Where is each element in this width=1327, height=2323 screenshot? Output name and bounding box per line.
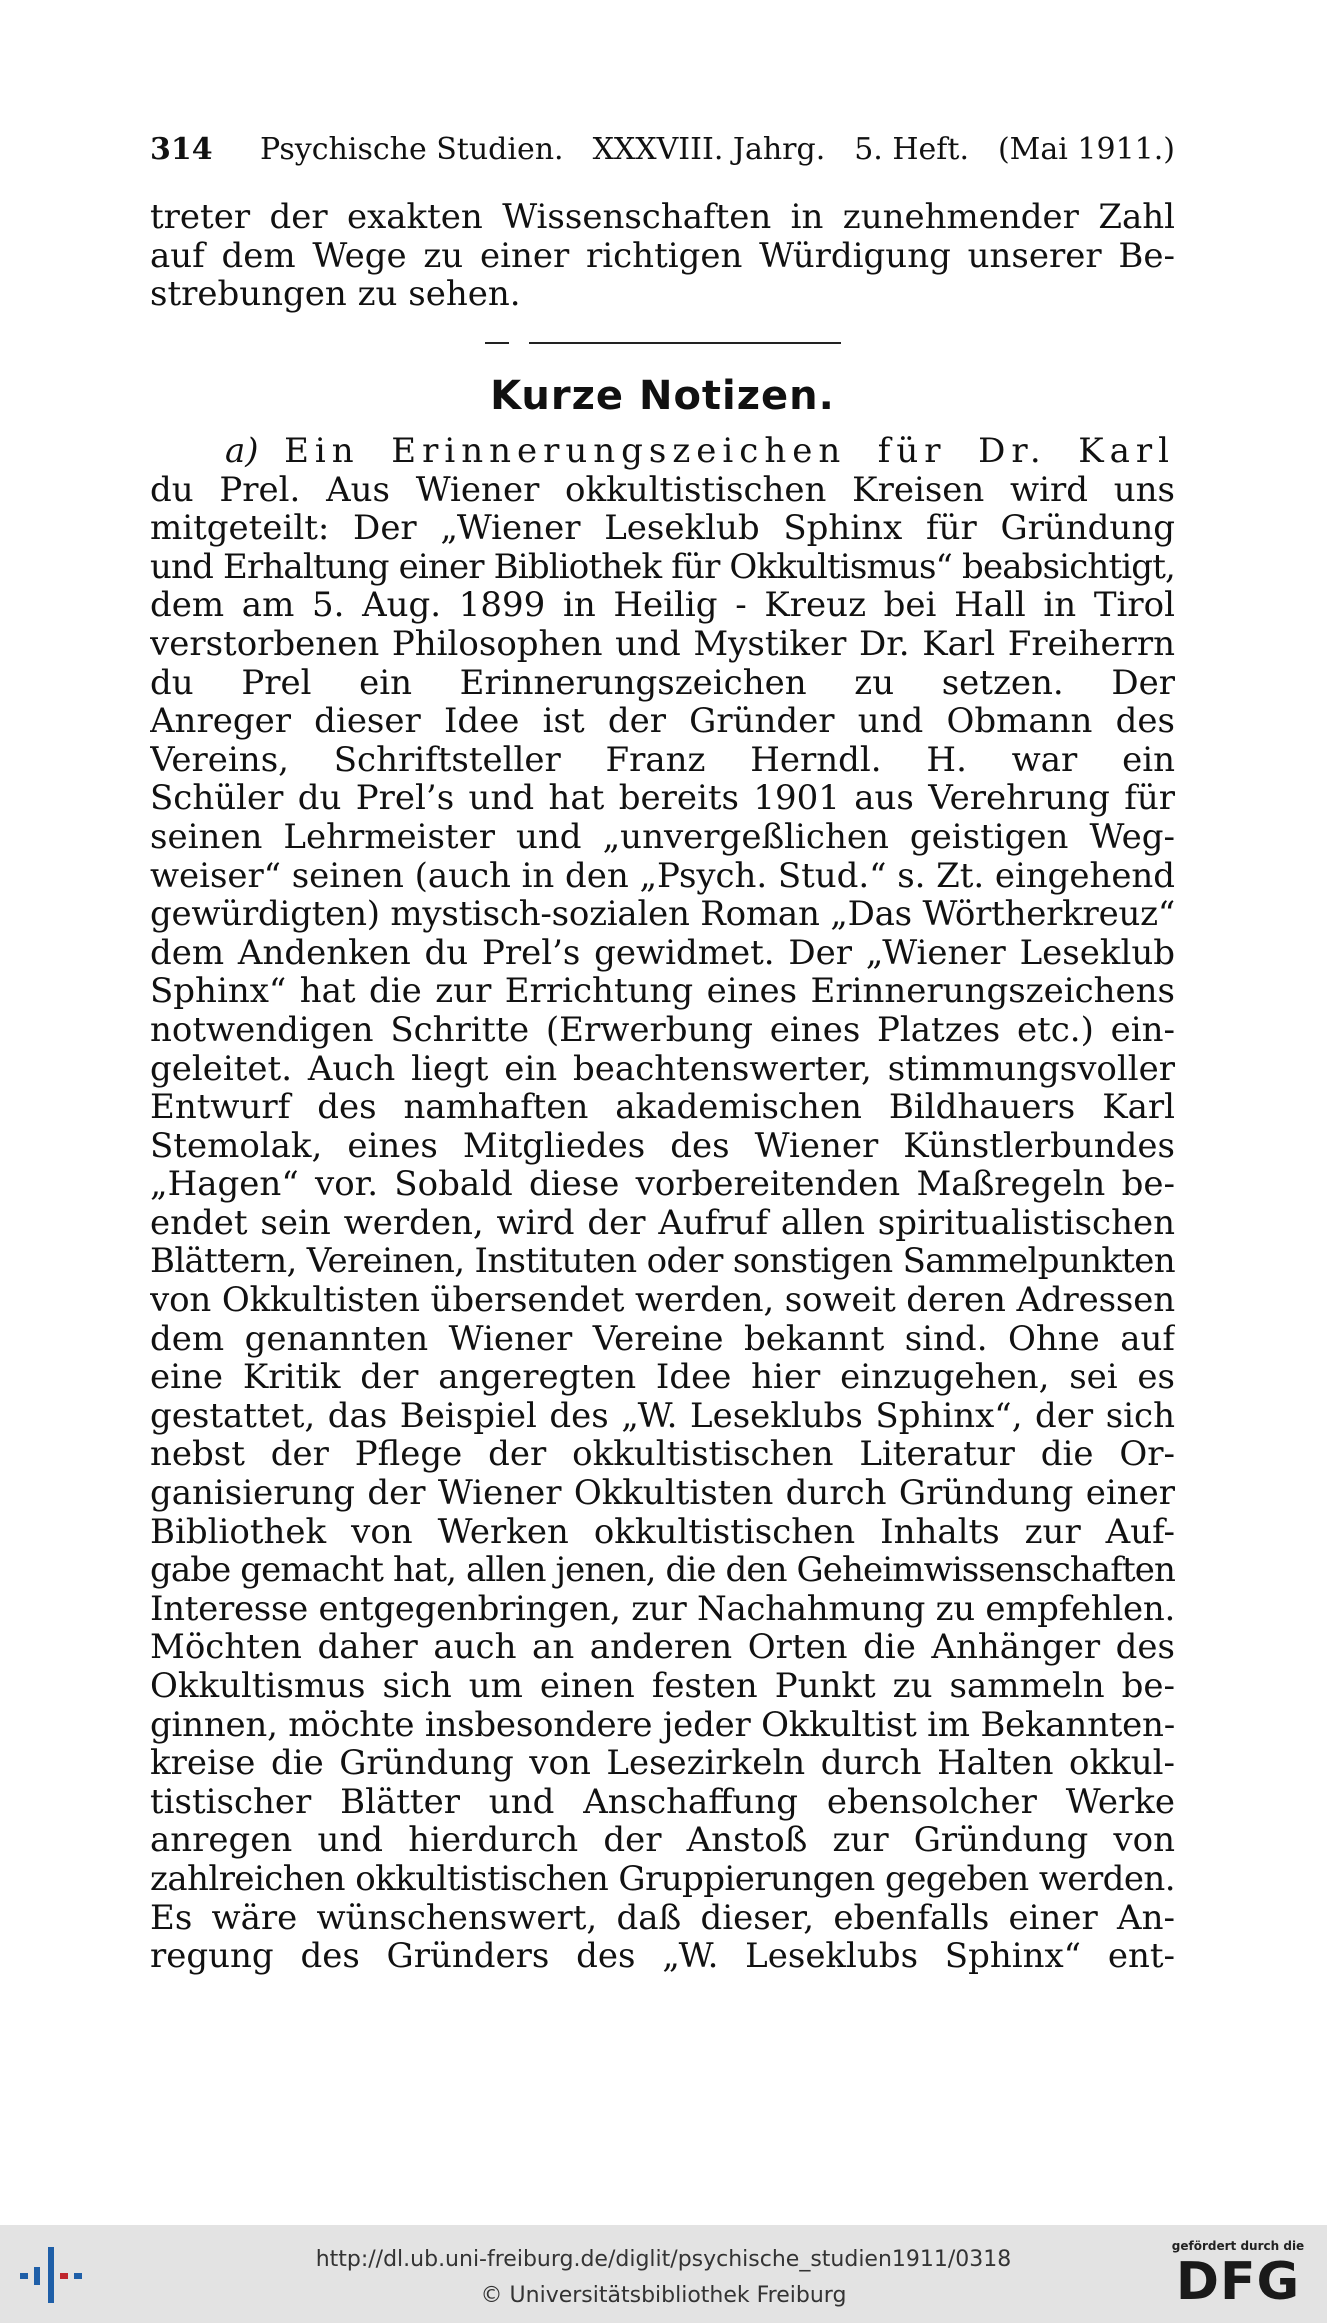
text-line: notwendigen Schritte (Erwerbung eines Platzes etc.) ein- (150, 1010, 1175, 1050)
text-line: kreise die Gründung von Lesezirkeln durch Halten okkul- (150, 1744, 1175, 1783)
text-line: nebst der Pflege der okkultistischen Literatur die Or- (150, 1435, 1175, 1475)
section-divider (485, 342, 841, 344)
text-line: auf dem Wege zu einer richtigen Würdigung unserer Be- (150, 236, 1175, 276)
text-line: Es wäre wünschenswert, daß dieser, ebenfalls einer An- (150, 1898, 1175, 1938)
article-first-line (150, 432, 1175, 471)
text-line: Bibliothek von Werken okkultistischen Inhalts zur Auf- (150, 1512, 1175, 1552)
text-line: Möchten daher auch an anderen Orten die Anhänger des (150, 1628, 1175, 1667)
text-line: Anreger dieser Idee ist der Gründer und Obmann des (150, 702, 1175, 741)
text-line: „Hagen“ vor. Sobald diese vorbereitenden Maßregeln be- (150, 1165, 1175, 1204)
viewer-footer (0, 2225, 1327, 2323)
dfg-logo (1163, 2239, 1313, 2315)
text-line: Interesse entgegenbringen, zur Nachahmung zu empfehlen. (150, 1589, 1175, 1629)
text-line: dem Andenken du Prel’s gewidmet. Der „Wiener Leseklub (150, 933, 1175, 973)
text-line: Schüler du Prel’s und hat bereits 1901 aus Verehrung für (150, 779, 1175, 818)
page-number: 314 (150, 132, 213, 167)
article-marker: a) (225, 432, 259, 471)
text-line: anregen und hierdurch der Anstoß zur Gründung von (150, 1821, 1175, 1860)
text-line: gabe gemacht hat, allen jenen, die den Geheimwissenschaften (150, 1551, 1175, 1590)
text-line: Blättern, Vereinen, Instituten oder sonstigen Sammelpunkten (150, 1242, 1175, 1282)
text-line: dem genannten Wiener Vereine bekannt sind. Ohne auf (150, 1319, 1175, 1359)
text-line: gestattet, das Beispiel des „W. Leseklubs Sphinx“, der sich (150, 1396, 1175, 1436)
text-line: mitgeteilt: Der „Wiener Leseklub Sphinx für Gründung (150, 509, 1175, 548)
text-line: weiser“ seinen (auch in den „Psych. Stud.“ s. Zt. eingehend (150, 856, 1175, 896)
text-line: tistischer Blätter und Anschaffung ebensolcher Werke (150, 1782, 1175, 1822)
text-line: Vereins, Schriftsteller Franz Herndl. H. war ein (150, 740, 1175, 780)
article-a (150, 432, 1175, 1976)
text-line: Stemolak, eines Mitgliedes des Wiener Künstlerbundes (150, 1126, 1175, 1166)
text-line: du Prel ein Erinnerungszeichen zu setzen. Der (150, 663, 1175, 703)
text-line: geleitet. Auch liegt ein beachtenswerter, stimmungsvoller (150, 1049, 1175, 1089)
text-line: du Prel. Aus Wiener okkultistischen Kreisen wird uns (150, 470, 1175, 510)
text-line: Ein Erinnerungszeichen für Dr. Karl (284, 432, 1175, 471)
running-title-date: (Mai 1911.) (997, 132, 1175, 167)
text-line: und Erhaltung einer Bibliothek für Okkultismus“ beabsichtigt, (150, 547, 1175, 587)
text-line: regung des Gründers des „W. Leseklubs Sphinx“ ent- (150, 1937, 1175, 1976)
running-title-issue: 5. Heft. (854, 132, 969, 167)
running-header (150, 128, 1175, 172)
text-line: ginnen, möchte insbesondere jeder Okkultist im Bekannten- (150, 1705, 1175, 1745)
text-line: dem am 5. Aug. 1899 in Heilig - Kreuz bei Hall in Tirol (150, 586, 1175, 625)
intro-paragraph (150, 198, 1175, 314)
dfg-caption: gefördert durch die (1171, 2239, 1305, 2253)
text-line: Entwurf des namhaften akademischen Bildhauers Karl (150, 1088, 1175, 1127)
running-title (260, 128, 1175, 172)
text-line: Okkultismus sich um einen festen Punkt zu sammeln be- (150, 1667, 1175, 1706)
text-line: von Okkultisten übersendet werden, soweit deren Adressen (150, 1281, 1175, 1320)
text-line: Sphinx“ hat die zur Errichtung eines Erinnerungszeichens (150, 972, 1175, 1011)
text-line: verstorbenen Philosophen und Mystiker Dr. Karl Freiherrn (150, 624, 1175, 664)
dfg-logo-text: DFG (1175, 2252, 1301, 2312)
text-line: eine Kritik der angeregten Idee hier einzugehen, sei es (150, 1358, 1175, 1397)
text-line: seinen Lehrmeister und „unvergeßlichen geistigen Weg- (150, 817, 1175, 857)
text-line: strebungen zu sehen. (150, 275, 521, 314)
text-line: endet sein werden, wird der Aufruf allen spiritualistischen (150, 1203, 1175, 1243)
text-line: gewürdigten) mystisch-sozialen Roman „Das Wörtherkreuz“ (150, 895, 1175, 934)
section-title: Kurze Notizen. (490, 373, 835, 419)
permalink-url[interactable]: http://dl.ub.uni-freiburg.de/diglit/psychische_studien1911/0318 (315, 2247, 1012, 2272)
text-line: zahlreichen okkultistischen Gruppierungen gegeben werden. (150, 1859, 1175, 1899)
copyright-notice: © Universitätsbibliothek Freiburg (480, 2283, 847, 2308)
running-title-journal: Psychische Studien. (260, 132, 564, 167)
text-line: treter der exakten Wissenschaften in zunehmender Zahl (150, 198, 1175, 237)
text-line: ganisierung der Wiener Okkultisten durch Gründung einer (150, 1474, 1175, 1513)
running-title-volume: XXXVIII. Jahrg. (592, 132, 826, 167)
